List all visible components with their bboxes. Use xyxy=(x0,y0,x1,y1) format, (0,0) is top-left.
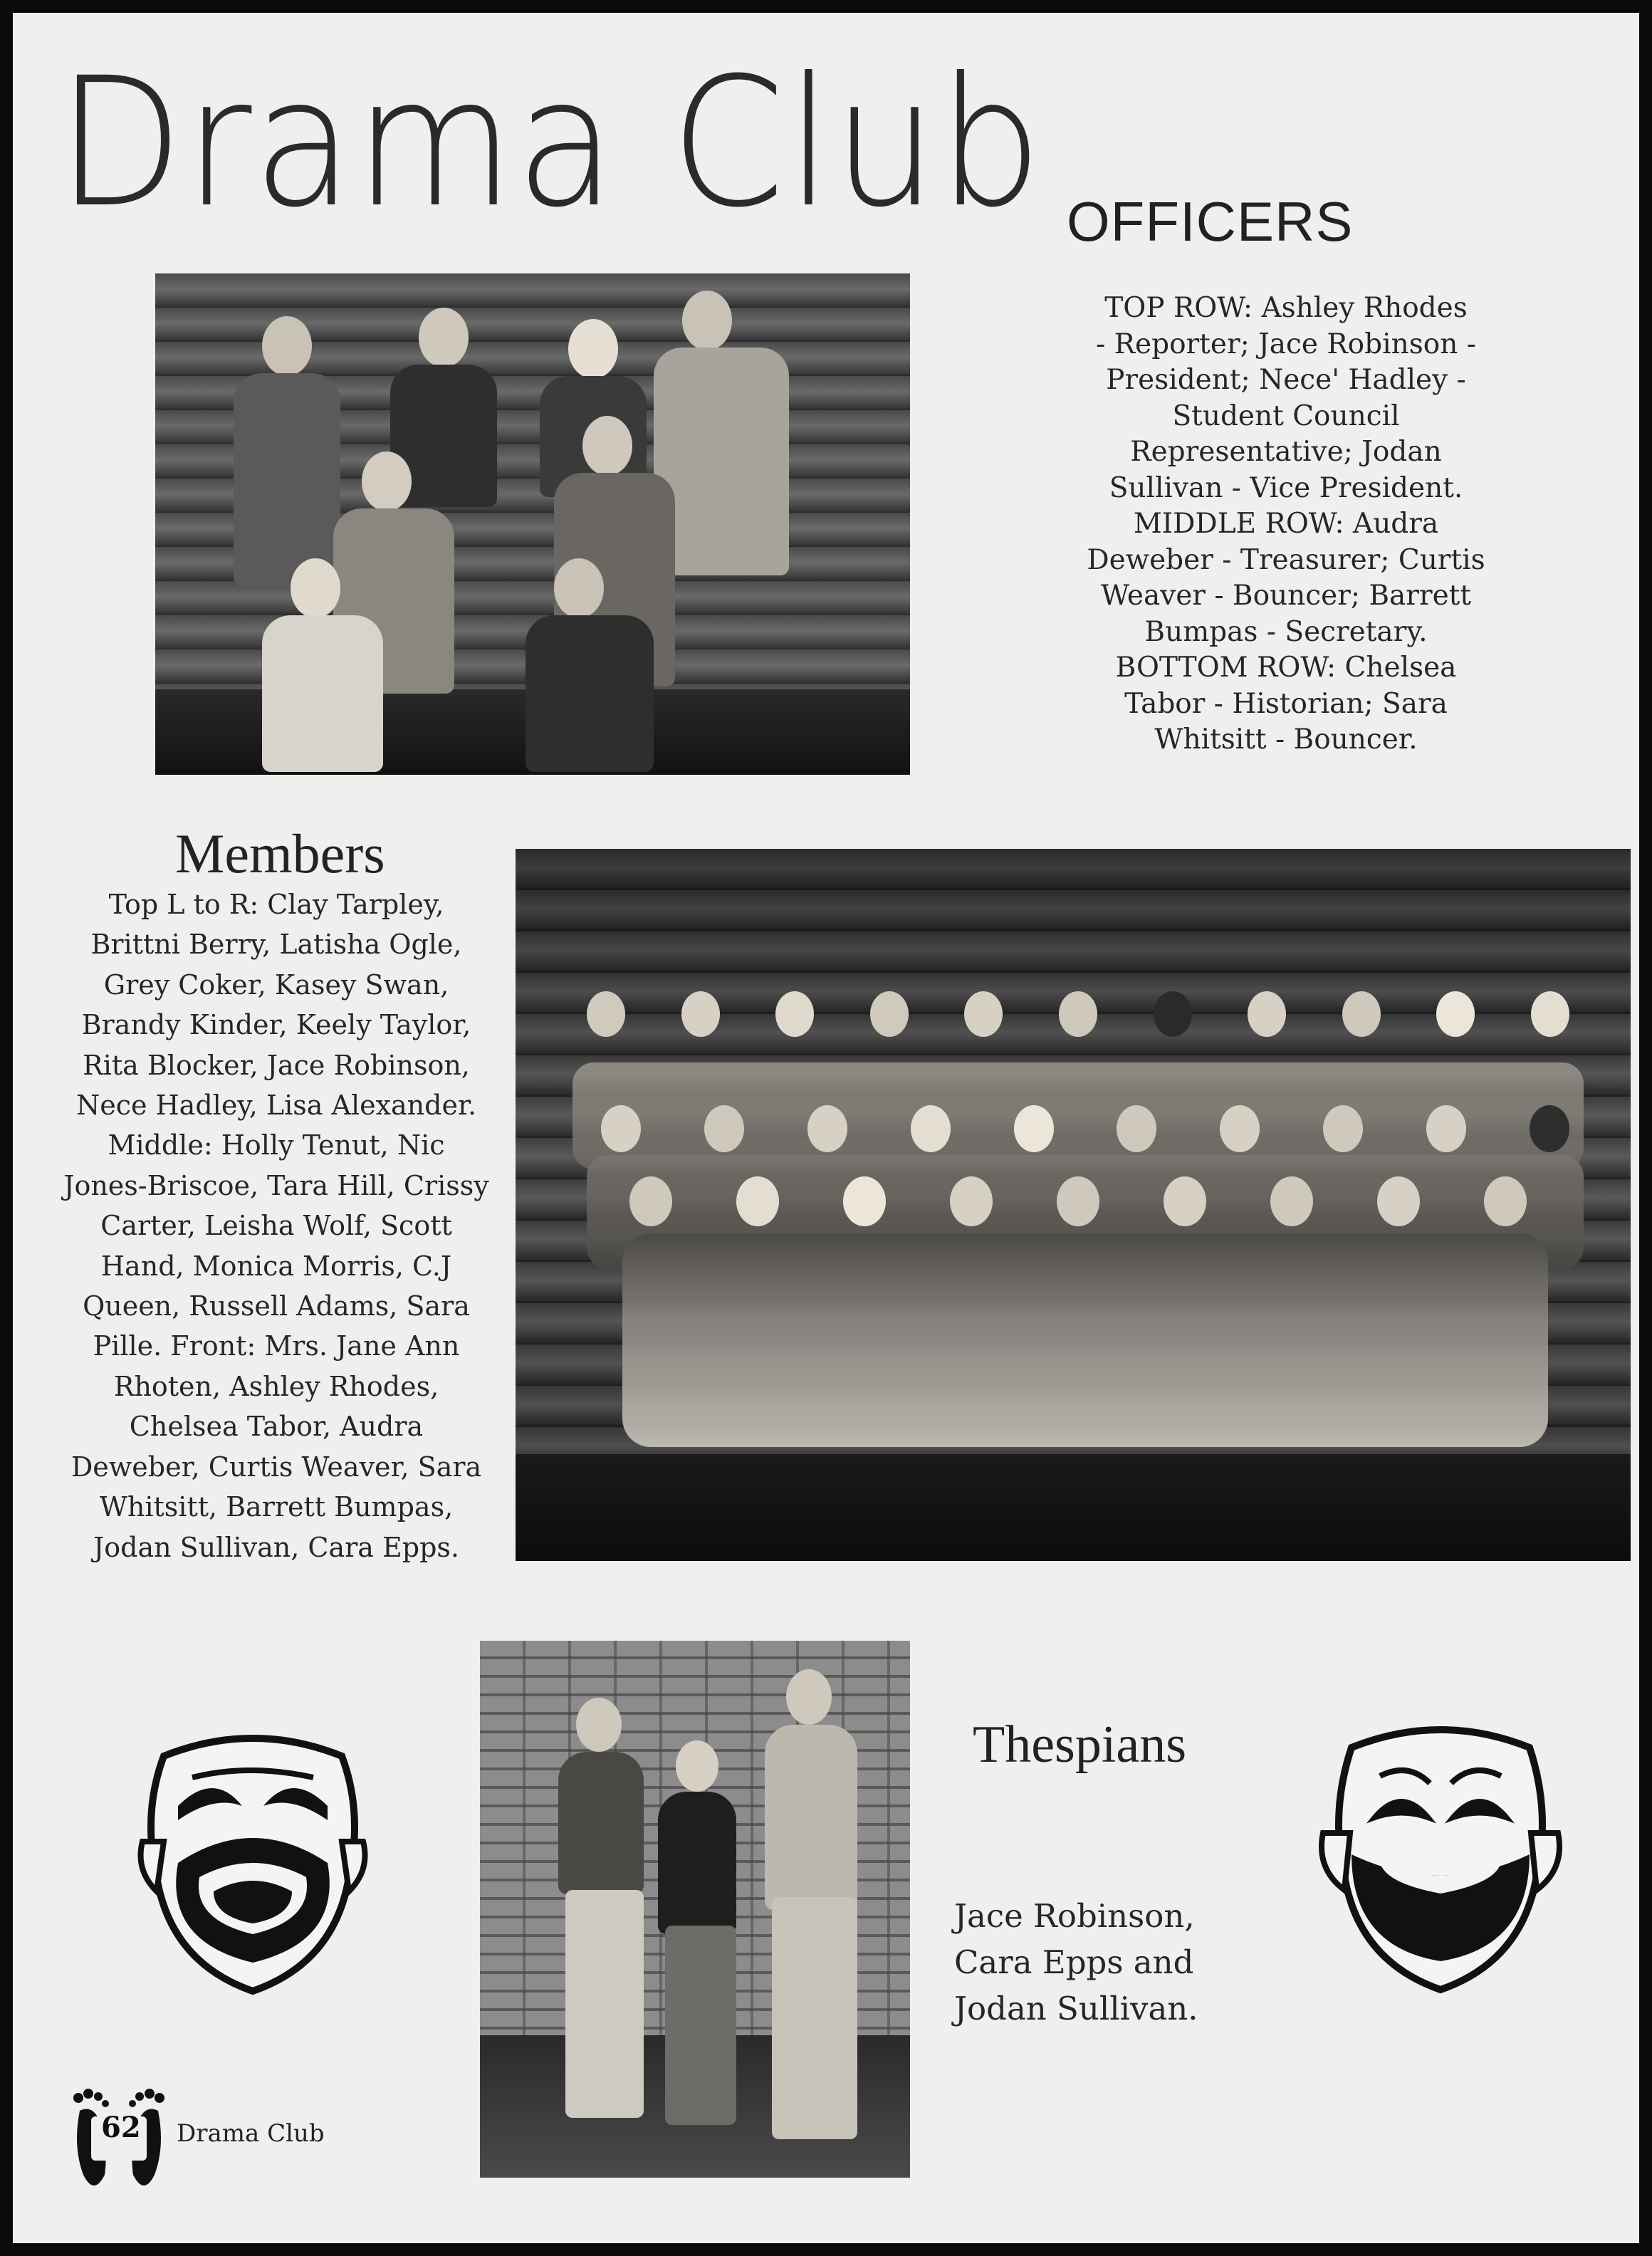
caption-line: Top L to R: Clay Tarpley, xyxy=(108,889,444,920)
thespians-photo xyxy=(480,1641,910,2178)
photo-floor xyxy=(516,1454,1631,1561)
thespians-caption xyxy=(954,1893,1225,2032)
caption-line: Tabor - Historian; Sara xyxy=(1124,687,1448,720)
caption-line: Jace Robinson, xyxy=(954,1897,1195,1935)
caption-line: Deweber - Treasurer; Curtis xyxy=(1087,543,1485,576)
caption-line: Sullivan - Vice President. xyxy=(1109,471,1463,504)
yearbook-page xyxy=(13,13,1639,2243)
caption-line: Cara Epps and xyxy=(954,1943,1194,1981)
photo-middle-row xyxy=(601,1105,1569,1162)
caption-line: Bumpas - Secretary. xyxy=(1144,615,1428,648)
comedy-mask-icon xyxy=(1316,1719,1565,1997)
caption-line: BOTTOM ROW: Chelsea xyxy=(1115,652,1457,684)
footer-section-label: Drama Club xyxy=(177,2119,325,2148)
caption-line: Carter, Leisha Wolf, Scott xyxy=(100,1210,452,1242)
caption-line: Jodan Sullivan. xyxy=(954,1990,1198,2027)
caption-line: Student Council xyxy=(1172,400,1400,432)
caption-line: Whitsitt, Barrett Bumpas, xyxy=(99,1491,454,1523)
photo-front-row-bodies xyxy=(622,1233,1548,1447)
caption-line: President; Nece' Hadley - xyxy=(1106,364,1466,396)
officers-heading: OFFICERS xyxy=(1067,190,1354,253)
caption-line: Rita Blocker, Jace Robinson, xyxy=(83,1049,470,1081)
caption-line: MIDDLE ROW: Audra xyxy=(1133,508,1439,540)
caption-line: Grey Coker, Kasey Swan, xyxy=(103,968,449,1001)
caption-line: Deweber, Curtis Weaver, Sara xyxy=(70,1451,482,1483)
members-photo xyxy=(516,849,1631,1561)
caption-line: Representative; Jodan xyxy=(1130,436,1442,468)
caption-line: Brandy Kinder, Keely Taylor, xyxy=(81,1009,471,1041)
caption-line: Jodan Sullivan, Cara Epps. xyxy=(93,1531,459,1563)
officers-photo xyxy=(155,273,910,775)
officers-caption xyxy=(994,291,1578,758)
photo-front-row xyxy=(629,1176,1527,1233)
caption-line: Queen, Russell Adams, Sara xyxy=(83,1290,470,1322)
caption-line: TOP ROW: Ashley Rhodes xyxy=(1104,292,1468,324)
caption-line: - Reporter; Jace Robinson - xyxy=(1096,328,1476,360)
caption-line: Rhoten, Ashley Rhodes, xyxy=(113,1370,439,1402)
members-heading: Members xyxy=(175,822,385,884)
caption-line: Whitsitt - Bouncer. xyxy=(1154,724,1418,756)
caption-line: Pille. Front: Mrs. Jane Ann xyxy=(93,1330,460,1362)
caption-line: Nece Hadley, Lisa Alexander. xyxy=(75,1090,477,1122)
thespians-heading: Thespians xyxy=(973,1716,1187,1774)
caption-line: Weaver - Bouncer; Barrett xyxy=(1100,580,1472,612)
caption-line: Middle: Holly Tenut, Nic xyxy=(108,1129,445,1161)
tragedy-mask-icon xyxy=(135,1728,370,1998)
caption-line: Chelsea Tabor, Audra xyxy=(129,1411,424,1443)
members-caption xyxy=(41,884,511,1567)
page-title: Drama Club xyxy=(57,39,1044,246)
caption-line: Hand, Monica Morris, C.J xyxy=(100,1250,452,1282)
page-number: 62 xyxy=(101,2111,141,2144)
caption-line: Jones-Briscoe, Tara Hill, Crissy xyxy=(63,1169,489,1201)
caption-line: Brittni Berry, Latisha Ogle, xyxy=(90,929,462,961)
